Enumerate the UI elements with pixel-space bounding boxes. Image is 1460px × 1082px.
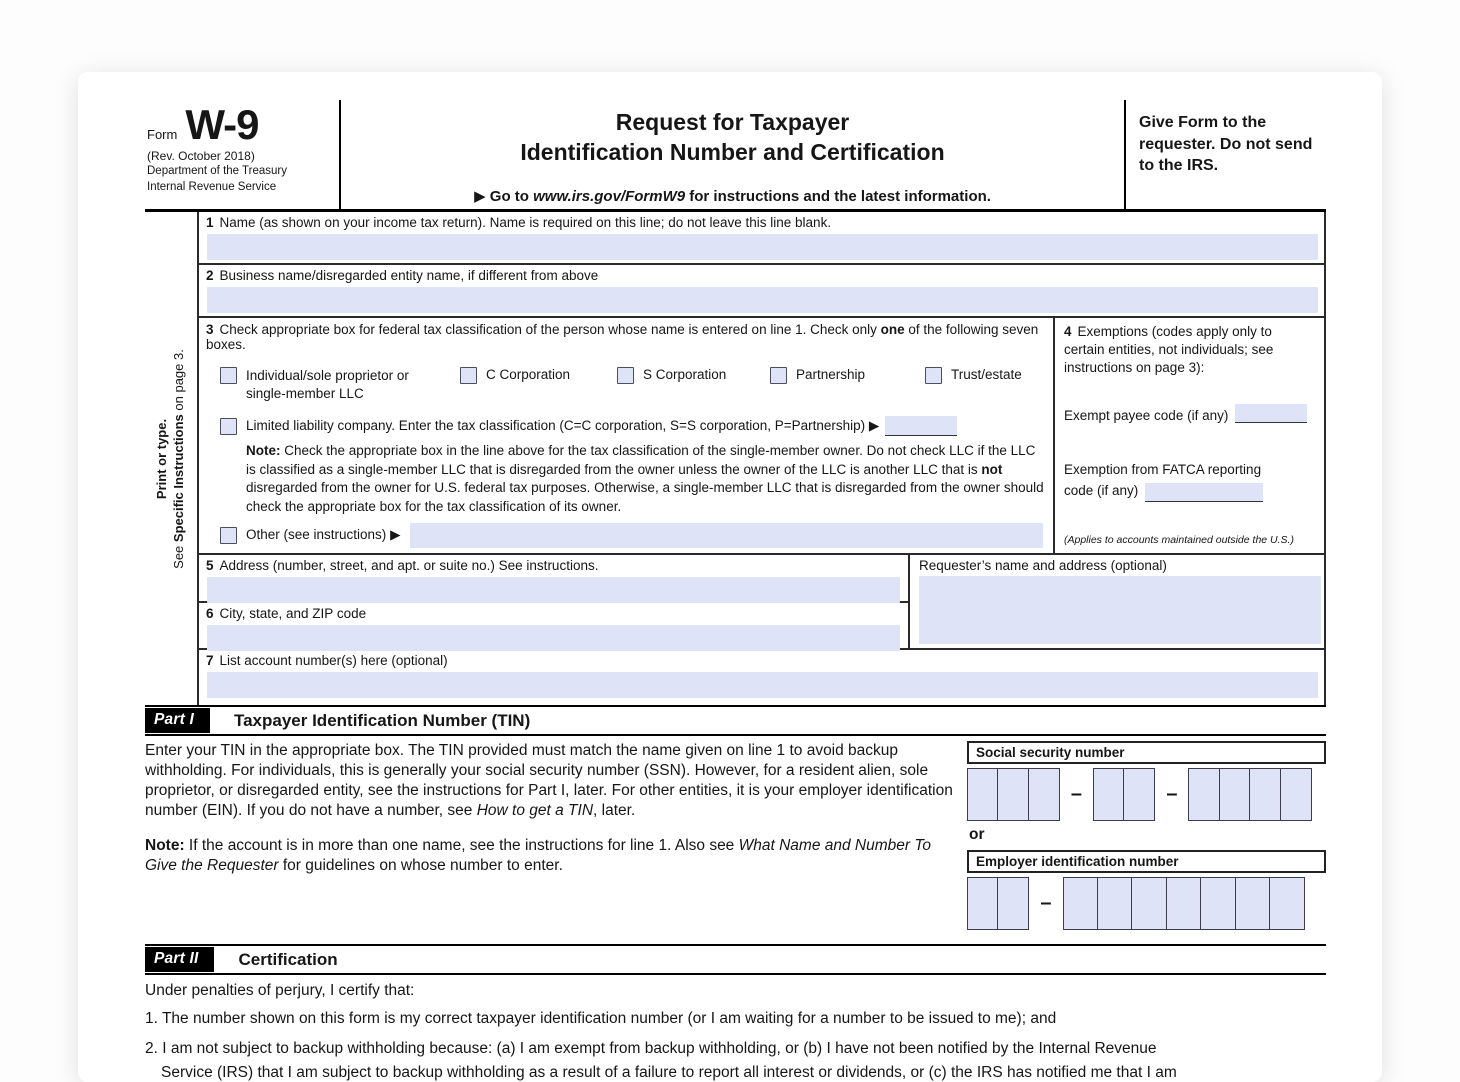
- llc-classification-input[interactable]: [885, 416, 957, 436]
- checkbox-c-corporation[interactable]: [460, 367, 477, 384]
- classification-options: [206, 367, 1045, 403]
- option-individual: [220, 367, 460, 403]
- certification-item1: 1. The number shown on this form is my correct taxpayer identification number (or I am waiting for a number to be issued to me); and: [145, 1010, 1057, 1027]
- option-trust-estate-label: Trust/estate: [951, 367, 1022, 382]
- ssn-digit-cell[interactable]: [967, 768, 999, 821]
- form-title-block: [341, 100, 1126, 209]
- certification-item2: 2. I am not subject to backup withholding because: (a) I am exempt from backup withholding, or (b) I have not been notified by the Internal Revenue: [145, 1039, 1157, 1057]
- fatca-label-line1: Exemption from FATCA reporting: [1064, 461, 1262, 477]
- name-input[interactable]: [207, 234, 1318, 260]
- ssn-group1: [967, 768, 1060, 821]
- give-form-notice: Give Form to the requester. Do not send to the IRS.: [1139, 114, 1313, 175]
- ssn-group2: [1093, 768, 1155, 821]
- fatca-row: [1064, 459, 1316, 502]
- form-content: [145, 100, 1326, 1082]
- requester-label: Requester’s name and address (optional): [919, 558, 1167, 573]
- or-label: or: [969, 826, 985, 843]
- form-word: Form: [147, 127, 178, 142]
- ein-digit-cell[interactable]: [997, 877, 1029, 930]
- tin-note: Note: If the account is in more than one name, see the instructions for line 1. Also see What Name and Number To Give the Requester for guidelines on whose number to enter.: [145, 836, 932, 874]
- goto-instructions: ▶ Go to www.irs.gov/FormW9 for instructions and the latest information.: [474, 188, 991, 205]
- line7-row: [199, 650, 1324, 705]
- ein-digit-row: [967, 877, 1326, 930]
- part2-title: Certification: [238, 949, 338, 969]
- ein-digit-cell[interactable]: [1235, 877, 1271, 930]
- ssn-digit-cell[interactable]: [997, 768, 1029, 821]
- sidebar-vertical-label: Print or type. See Specific Instructions on page 3.: [154, 349, 186, 569]
- line6-row: [199, 603, 908, 655]
- irs-url: www.irs.gov/FormW9: [533, 188, 686, 205]
- form-revision: (Rev. October 2018): [147, 149, 255, 163]
- ein-digit-cell[interactable]: [1131, 877, 1167, 930]
- part2-header: [145, 944, 1326, 975]
- line1-row: [199, 212, 1324, 265]
- ssn-digit-cell[interactable]: [1249, 768, 1281, 821]
- exempt-payee-label: Exempt payee code (if any): [1064, 407, 1229, 423]
- line3-line4-row: [199, 318, 1324, 555]
- ein-digit-cell[interactable]: [967, 877, 999, 930]
- print-or-type-sidebar: [145, 212, 197, 705]
- ein-digit-cell[interactable]: [1269, 877, 1305, 930]
- other-input[interactable]: [410, 523, 1043, 548]
- part1-body: [145, 741, 1326, 930]
- line5-row: [199, 555, 908, 603]
- checkbox-partnership[interactable]: [770, 367, 787, 384]
- form-rows: [197, 212, 1326, 705]
- line1-label: 1 Name (as shown on your income tax return). Name is required on this line; do not leave this line blank.: [206, 215, 832, 230]
- option-s-corporation: [617, 367, 770, 403]
- ssn-digit-row: [967, 768, 1326, 821]
- certification-item2-continued: Service (IRS) that I am subject to backup withholding as a result of a failure to report all interest or dividends, or (c) the IRS has notified me that I am: [161, 1063, 1177, 1081]
- ein-dash: –: [1040, 892, 1052, 914]
- tin-paragraph: Enter your TIN in the appropriate box. The TIN provided must match the name given on line 1 to avoid backup withholding. For individuals, this is generally your social security number (SSN). However, for a resident alien, sole proprietor, or disregarded entity, see the instructions for Part I, later. For other entities, it is your employer identification number (EIN). If you do not have a number, see How to get a TIN, later.: [145, 742, 953, 820]
- business-name-input[interactable]: [207, 287, 1318, 313]
- certification-intro: Under penalties of perjury, I certify that:: [145, 982, 415, 999]
- option-individual-label: Individual/sole proprietor or single-member LLC: [246, 368, 409, 402]
- ssn-digit-cell[interactable]: [1188, 768, 1220, 821]
- w9-form-card: [78, 72, 1382, 1082]
- ssn-digit-cell[interactable]: [1123, 768, 1155, 821]
- form-number: W-9: [185, 101, 259, 148]
- ssn-label-box: Social security number: [967, 741, 1326, 764]
- option-partnership: [770, 367, 925, 403]
- ssn-dash: –: [1070, 783, 1082, 805]
- ein-digit-cell[interactable]: [1097, 877, 1133, 930]
- option-trust-estate: [925, 367, 1045, 403]
- part1-header: [145, 705, 1326, 736]
- line3-classification: [199, 318, 1055, 553]
- ssn-digit-cell[interactable]: [1028, 768, 1060, 821]
- treasury-dept: Department of the Treasury: [147, 165, 287, 177]
- applies-note: (Applies to accounts maintained outside the U.S.): [1064, 534, 1294, 546]
- part1-instructions: [145, 741, 957, 930]
- line4-exemptions: [1055, 318, 1324, 553]
- option-llc: [206, 416, 1045, 436]
- ein-group2: [1063, 877, 1305, 930]
- line7-label: 7 List account number(s) here (optional): [206, 653, 448, 668]
- city-state-zip-input[interactable]: [207, 625, 900, 651]
- requester-name-address-input[interactable]: [919, 576, 1321, 644]
- line4-label: 4 Exemptions (codes apply only to certain entities, not individuals; see instructions on page 3):: [1064, 324, 1274, 376]
- form-header: [145, 100, 1326, 212]
- checkbox-individual[interactable]: [220, 367, 237, 384]
- line5-label: 5 Address (number, street, and apt. or suite no.) See instructions.: [206, 558, 599, 573]
- form-id-block: [145, 100, 341, 209]
- account-numbers-input[interactable]: [207, 672, 1318, 698]
- line3-label: 3 Check appropriate box for federal tax classification of the person whose name is entered on line 1. Check only one of the following seven boxes.: [206, 322, 1039, 352]
- ein-label-box: Employer identification number: [967, 850, 1326, 873]
- arrow-right-icon: ▶: [474, 188, 486, 205]
- fatca-code-input[interactable]: [1145, 483, 1263, 502]
- checkbox-trust-estate[interactable]: [925, 367, 942, 384]
- ssn-digit-cell[interactable]: [1280, 768, 1312, 821]
- tin-entry-area: [957, 741, 1326, 930]
- line2-row: [199, 265, 1324, 318]
- checkbox-other[interactable]: [220, 527, 237, 544]
- address-input[interactable]: [207, 577, 900, 603]
- form-body: [145, 212, 1326, 705]
- requester-block: [910, 555, 1324, 648]
- address-block: [199, 555, 910, 648]
- part2-badge: Part II: [145, 947, 214, 972]
- llc-note: Note: Check the appropriate box in the line above for the tax classification of the single-member owner. Do not check LLC if the LLC is classified as a single-member LLC that is disregarded from the owner unless the owner of the LLC is another LLC that is not disregarded from the owner for U.S. federal tax purposes. Otherwise, a single-member LLC that is disregarded from the owner should check the appropriate box for the tax classification of its owner.: [246, 443, 1044, 514]
- option-c-corporation: [460, 367, 617, 403]
- form-title: [349, 108, 1116, 168]
- exempt-payee-code-input[interactable]: [1235, 404, 1307, 423]
- checkbox-s-corporation[interactable]: [617, 367, 634, 384]
- ein-digit-cell[interactable]: [1063, 877, 1099, 930]
- ssn-group3: [1188, 768, 1311, 821]
- checkbox-llc[interactable]: [220, 418, 237, 435]
- fatca-label-line2: code (if any): [1064, 483, 1139, 499]
- line6-label: 6 City, state, and ZIP code: [206, 606, 367, 621]
- part1-title: Taxpayer Identification Number (TIN): [233, 710, 531, 730]
- option-s-corporation-label: S Corporation: [643, 367, 727, 382]
- line2-label: 2 Business name/disregarded entity name, if different from above: [206, 268, 599, 283]
- arrow-right-icon: ▶: [390, 527, 401, 543]
- arrow-right-icon: ▶: [868, 418, 880, 434]
- ssn-dash: –: [1166, 783, 1178, 805]
- certification-text: [145, 982, 1326, 1082]
- ein-digit-cell[interactable]: [1200, 877, 1236, 930]
- exempt-payee-row: [1064, 404, 1316, 423]
- irs-service: Internal Revenue Service: [147, 180, 277, 193]
- option-other: [206, 523, 1045, 548]
- part1-badge: Part I: [145, 708, 210, 733]
- form-title-line2: Identification Number and Certification: [520, 138, 945, 165]
- ein-group1: [967, 877, 1029, 930]
- option-partnership-label: Partnership: [796, 367, 866, 382]
- option-llc-label: Limited liability company. Enter the tax classification (C=C corporation, S=S corporation, P=Partnership) ▶: [246, 418, 880, 434]
- ssn-digit-cell[interactable]: [1093, 768, 1125, 821]
- line5-6-requester-row: [199, 555, 1324, 650]
- ssn-digit-cell[interactable]: [1219, 768, 1251, 821]
- form-title-line1: Request for Taxpayer: [615, 109, 850, 135]
- option-c-corporation-label: C Corporation: [486, 367, 571, 382]
- ein-digit-cell[interactable]: [1166, 877, 1202, 930]
- option-other-label: Other (see instructions) ▶: [246, 527, 401, 543]
